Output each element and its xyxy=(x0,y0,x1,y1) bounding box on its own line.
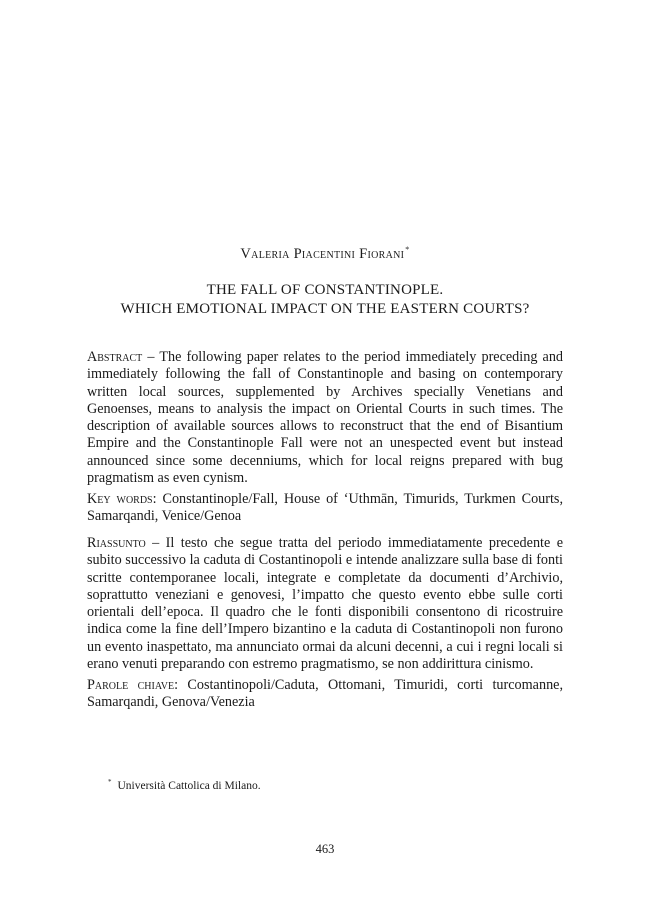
footnote-text: Università Cattolica di Milano. xyxy=(117,779,261,792)
riassunto-text: Il testo che segue tratta del periodo immediatamente precedente e subito successivo la caduta di Costantinopoli e intende analizzare sulla base di fonti scritte contemporanee locali, integrate e completate da documenti d’Archivio, soprattutto veneziani e genovesi, l’impatto che questo evento ebbe sulle corti orientali dell’epoca. Il quadro che le fonti disponibili consentono di ricostruire indica come la fine dell’Impero bizantino e la caduta di Costantinopoli non furono un evento inaspettato, ma annunciato ormai da alcuni decenni, a cui i regni locali si erano venuti preparando con estremo pragmatismo, se non addirittura cinismo. xyxy=(87,535,563,673)
footnote xyxy=(108,778,261,792)
parole-chiave-text: Costantinopoli/Caduta, Ottomani, Timuridi, corti turcomanne, Samarqandi, Genova/Venezia xyxy=(87,677,564,711)
abstract-text: The following paper relates to the period immediately preceding and immediately following the fall of Constantinople and basing on contemporary written local sources, supplemented by Archives specially Venetians and Genoenses, means to analysis the impact on Oriental Courts in such times. The description of available sources allows to reconstruct that the end of Bisantium Empire and the Constantinople Fall were not an unespected event but instead announced since some decenniums, which for local reigns prepared with bug pragmatism as even cynism. xyxy=(87,349,564,487)
keywords-paragraph xyxy=(87,491,563,526)
keywords-label: Key words: xyxy=(87,491,157,507)
riassunto-label: Riassunto – xyxy=(87,535,160,551)
footnote-marker: * xyxy=(108,778,112,786)
keywords-text: Constantinople/Fall, House of ‘Uthmān, Timurids, Turkmen Courts, Samarqandi, Venice/Genoa xyxy=(87,491,564,525)
author-footnote-marker: * xyxy=(405,245,410,254)
riassunto-paragraph xyxy=(87,535,563,673)
paper-title-line-2: WHICH EMOTIONAL IMPACT ON THE EASTERN COURTS? xyxy=(120,301,530,317)
abstract-paragraph xyxy=(87,349,563,487)
page-number: 463 xyxy=(315,842,335,856)
author-name xyxy=(0,245,650,263)
author-name-text: Valeria Piacentini Fiorani xyxy=(240,245,405,262)
parole-chiave-label: Parole chiave: xyxy=(87,677,179,693)
paper-title xyxy=(0,281,650,319)
parole-chiave-paragraph xyxy=(87,677,563,712)
abstract-label: Abstract – xyxy=(87,349,155,365)
paper-title-line-1: THE FALL OF CONSTANTINOPLE. xyxy=(206,282,444,298)
